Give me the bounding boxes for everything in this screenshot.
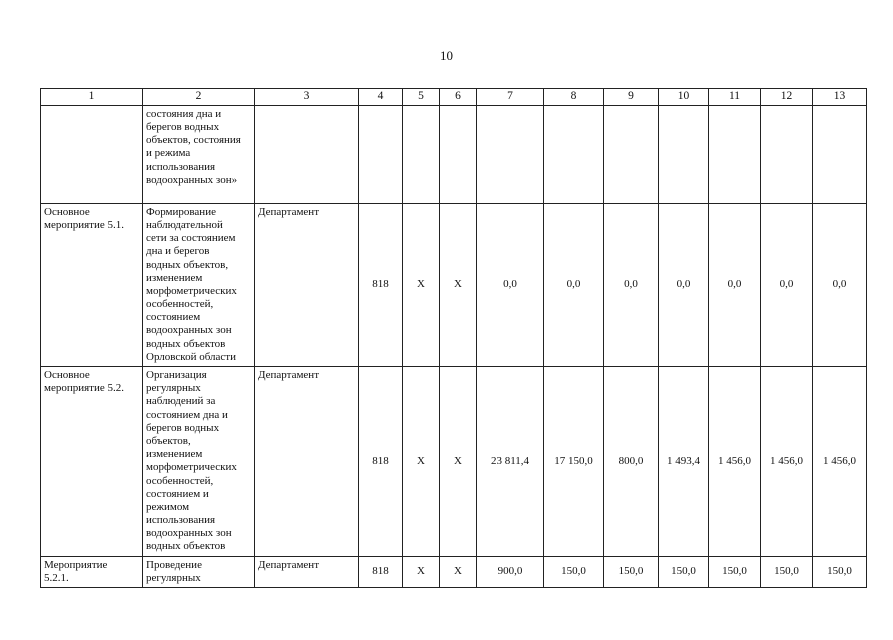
value-cell [403,105,440,203]
value-cell: 150,0 [544,556,604,587]
budget-table [40,88,867,588]
value-cell: 0,0 [544,203,604,366]
value-cell: 150,0 [761,556,813,587]
executor-cell [255,105,359,203]
value-cell [709,105,761,203]
value-cell: 0,0 [813,203,867,366]
table-row [41,367,867,557]
value-cell [761,105,813,203]
value-cell: X [403,367,440,557]
header-cell: 9 [604,89,659,106]
value-cell: 1 456,0 [709,367,761,557]
value-cell [440,105,477,203]
code-cell: 818 [359,556,403,587]
value-cell: 0,0 [477,203,544,366]
value-cell: 0,0 [659,203,709,366]
value-cell: 150,0 [604,556,659,587]
value-cell: X [440,367,477,557]
executor-cell: Департамент [255,367,359,557]
table-row [41,556,867,587]
header-cell: 10 [659,89,709,106]
value-cell: 900,0 [477,556,544,587]
table-header-row [41,89,867,106]
value-cell: 1 456,0 [813,367,867,557]
executor-cell: Департамент [255,556,359,587]
value-cell: 150,0 [813,556,867,587]
value-cell: 0,0 [604,203,659,366]
header-cell: 7 [477,89,544,106]
value-cell: 150,0 [709,556,761,587]
header-cell: 2 [143,89,255,106]
value-cell [813,105,867,203]
executor-cell: Департамент [255,203,359,366]
measure-name-cell: Основное мероприятие 5.2. [41,367,143,557]
table-row [41,203,867,366]
value-cell: 23 811,4 [477,367,544,557]
value-cell: 800,0 [604,367,659,557]
code-cell: 818 [359,203,403,366]
value-cell: 0,0 [761,203,813,366]
value-cell [604,105,659,203]
header-cell: 11 [709,89,761,106]
measure-description-cell: Формирование наблюдательной сети за состоянием дна и берегов водных объектов, изменением морфометрических особенностей, состоянием водоохранных зон водных объектов Орловской области [143,203,255,366]
measure-description-cell: Организация регулярных наблюдений за состоянием дна и берегов водных объектов, изменением морфометрических особенностей, состоянием и режимом использования водоохранных зон водных объектов [143,367,255,557]
header-cell: 5 [403,89,440,106]
value-cell [544,105,604,203]
measure-description-cell: состояния дна и берегов водных объектов, состояния и режима использования водоохранных зон» [143,105,255,203]
value-cell [659,105,709,203]
header-cell: 6 [440,89,477,106]
measure-name-cell [41,105,143,203]
measure-description-cell: Проведение регулярных [143,556,255,587]
measure-name-cell: Основное мероприятие 5.1. [41,203,143,366]
value-cell: 150,0 [659,556,709,587]
header-cell: 4 [359,89,403,106]
table-row [41,105,867,203]
header-cell: 3 [255,89,359,106]
code-cell [359,105,403,203]
header-cell: 13 [813,89,867,106]
value-cell: X [440,203,477,366]
value-cell [477,105,544,203]
page-number: 10 [440,48,453,63]
value-cell: X [403,556,440,587]
value-cell: 1 493,4 [659,367,709,557]
value-cell: X [403,203,440,366]
value-cell: 0,0 [709,203,761,366]
value-cell: 1 456,0 [761,367,813,557]
value-cell: 17 150,0 [544,367,604,557]
value-cell: X [440,556,477,587]
header-cell: 1 [41,89,143,106]
measure-name-cell: Мероприятие 5.2.1. [41,556,143,587]
header-cell: 12 [761,89,813,106]
header-cell: 8 [544,89,604,106]
code-cell: 818 [359,367,403,557]
